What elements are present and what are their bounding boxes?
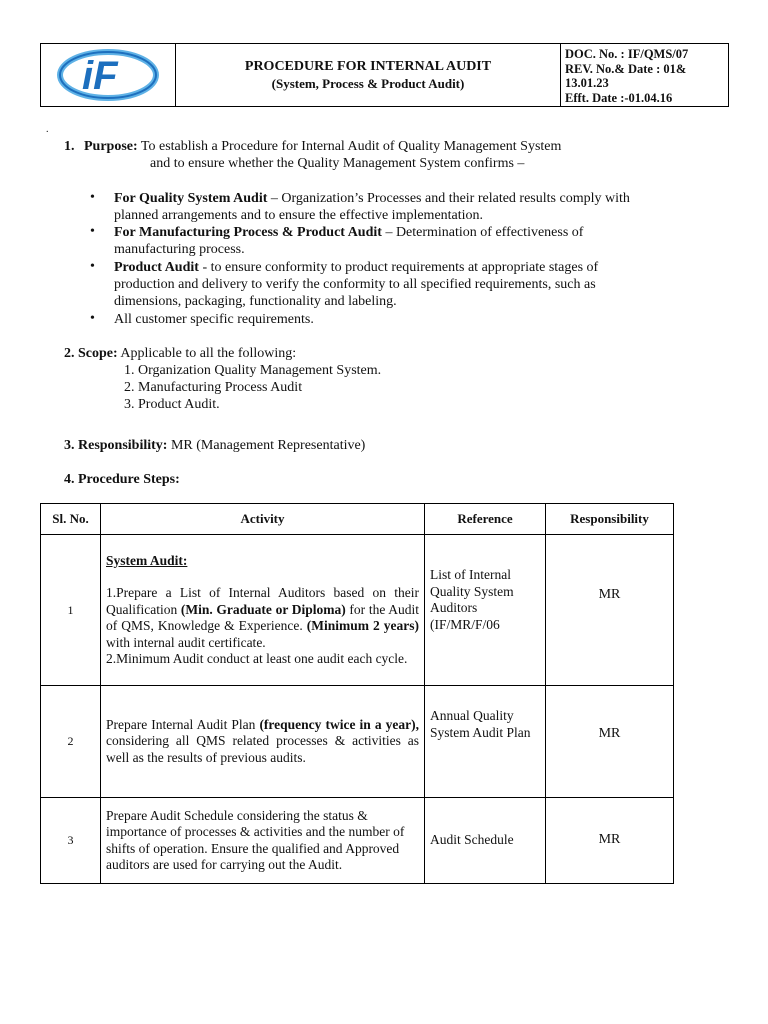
doc-meta-cell	[561, 44, 728, 106]
table-row	[41, 798, 674, 884]
purpose-label: Purpose:	[84, 139, 138, 154]
bullet-2-line2: manufacturing process.	[114, 242, 245, 257]
scope-label: 2. Scope:	[64, 346, 118, 361]
document-header	[40, 43, 729, 107]
stray-mark: .	[46, 124, 49, 135]
reference-cell: List of Internal Quality System Auditors (IF/MR/F/06	[425, 535, 546, 686]
bullet-icon: •	[90, 224, 95, 239]
purpose-heading	[64, 138, 561, 155]
purpose-line1: To establish a Procedure for Internal Audit of Quality Management System	[140, 139, 562, 154]
row-number: 2	[41, 686, 101, 798]
activity-text: 1.Prepare a List of Internal Auditors based on their Qualification (Min. Graduate or Diploma) for the Audit of QMS, Knowledge & Experience. (Minimum 2 years) with internal audit certificate.	[106, 585, 419, 650]
bullet-3-line3: dimensions, packaging, functionality and labeling.	[114, 294, 397, 309]
col-header-responsibility: Responsibility	[546, 504, 674, 535]
activity-cell: Prepare Audit Schedule considering the status & importance of processes & activities and the number of shifts of operation. Ensure the qualified and Approved auditors are used for carrying out the Audit.	[101, 798, 425, 884]
effective-date: Efft. Date :-01.04.16	[565, 90, 673, 105]
row-number: 3	[41, 798, 101, 884]
col-header-reference: Reference	[425, 504, 546, 535]
doc-title: PROCEDURE FOR INTERNAL AUDIT	[244, 59, 492, 74]
activity-heading: System Audit:	[106, 552, 188, 568]
bullet-3-line2: production and delivery to verify the conformity to all specified requirements, such as	[114, 277, 596, 292]
col-header-activity: Activity	[101, 504, 425, 535]
responsibility-text: MR (Management Representative)	[170, 438, 366, 453]
reference-cell: Audit Schedule	[425, 798, 546, 884]
scope-item: 2. Manufacturing Process Audit	[124, 380, 303, 395]
purpose-line2: and to ensure whether the Quality Management System confirms –	[150, 156, 525, 171]
responsibility-cell: MR	[546, 686, 674, 798]
bullet-4-line1: All customer specific requirements.	[114, 312, 314, 327]
bullet-1-line1: For Quality System Audit – Organization’s Processes and their related results comply with	[114, 191, 630, 206]
scope-text: Applicable to all the following:	[120, 346, 297, 361]
bullet-icon: •	[90, 259, 95, 274]
responsibility-cell: MR	[546, 798, 674, 884]
table-header-row	[41, 504, 674, 535]
doc-subtitle: (System, Process & Product Audit)	[271, 76, 465, 91]
bullet-2-line1: For Manufacturing Process & Product Audit – Determination of effectiveness of	[114, 225, 584, 240]
rev-date: 13.01.23	[565, 76, 609, 90]
table-row	[41, 535, 674, 686]
activity-cell	[101, 535, 425, 686]
bullet-icon: •	[90, 311, 95, 326]
purpose-number: 1.	[64, 139, 75, 154]
reference-cell: Annual Quality System Audit Plan	[425, 686, 546, 798]
scope-item: 1. Organization Quality Management System.	[124, 363, 382, 378]
activity-text: 2.Minimum Audit conduct at least one audit each cycle.	[106, 651, 408, 666]
bullet-3-line1: Product Audit - to ensure conformity to product requirements at appropriate stages of	[114, 260, 599, 275]
activity-cell: Prepare Internal Audit Plan (frequency twice in a year), considering all QMS related processes & activities as well as the results of previous audits.	[101, 686, 425, 798]
logo-text: iF	[82, 54, 118, 98]
doc-number: DOC. No. : IF/QMS/07	[565, 47, 689, 61]
responsibility-heading	[64, 437, 365, 454]
procedure-heading: 4. Procedure Steps:	[64, 472, 180, 487]
procedure-table	[40, 503, 674, 884]
bullet-1-line2: planned arrangements and to ensure the effective implementation.	[114, 208, 484, 223]
row-number: 1	[41, 535, 101, 686]
scope-item: 3. Product Audit.	[124, 397, 220, 412]
responsibility-cell: MR	[546, 535, 674, 686]
rev-number: REV. No.& Date : 01&	[565, 61, 687, 76]
title-cell	[176, 44, 561, 106]
col-header-slno: Sl. No.	[41, 504, 101, 535]
table-row	[41, 686, 674, 798]
scope-heading	[64, 345, 296, 362]
bullet-icon: •	[90, 190, 95, 205]
company-logo	[56, 46, 160, 104]
responsibility-label: 3. Responsibility:	[64, 438, 168, 453]
logo-cell	[41, 44, 176, 106]
